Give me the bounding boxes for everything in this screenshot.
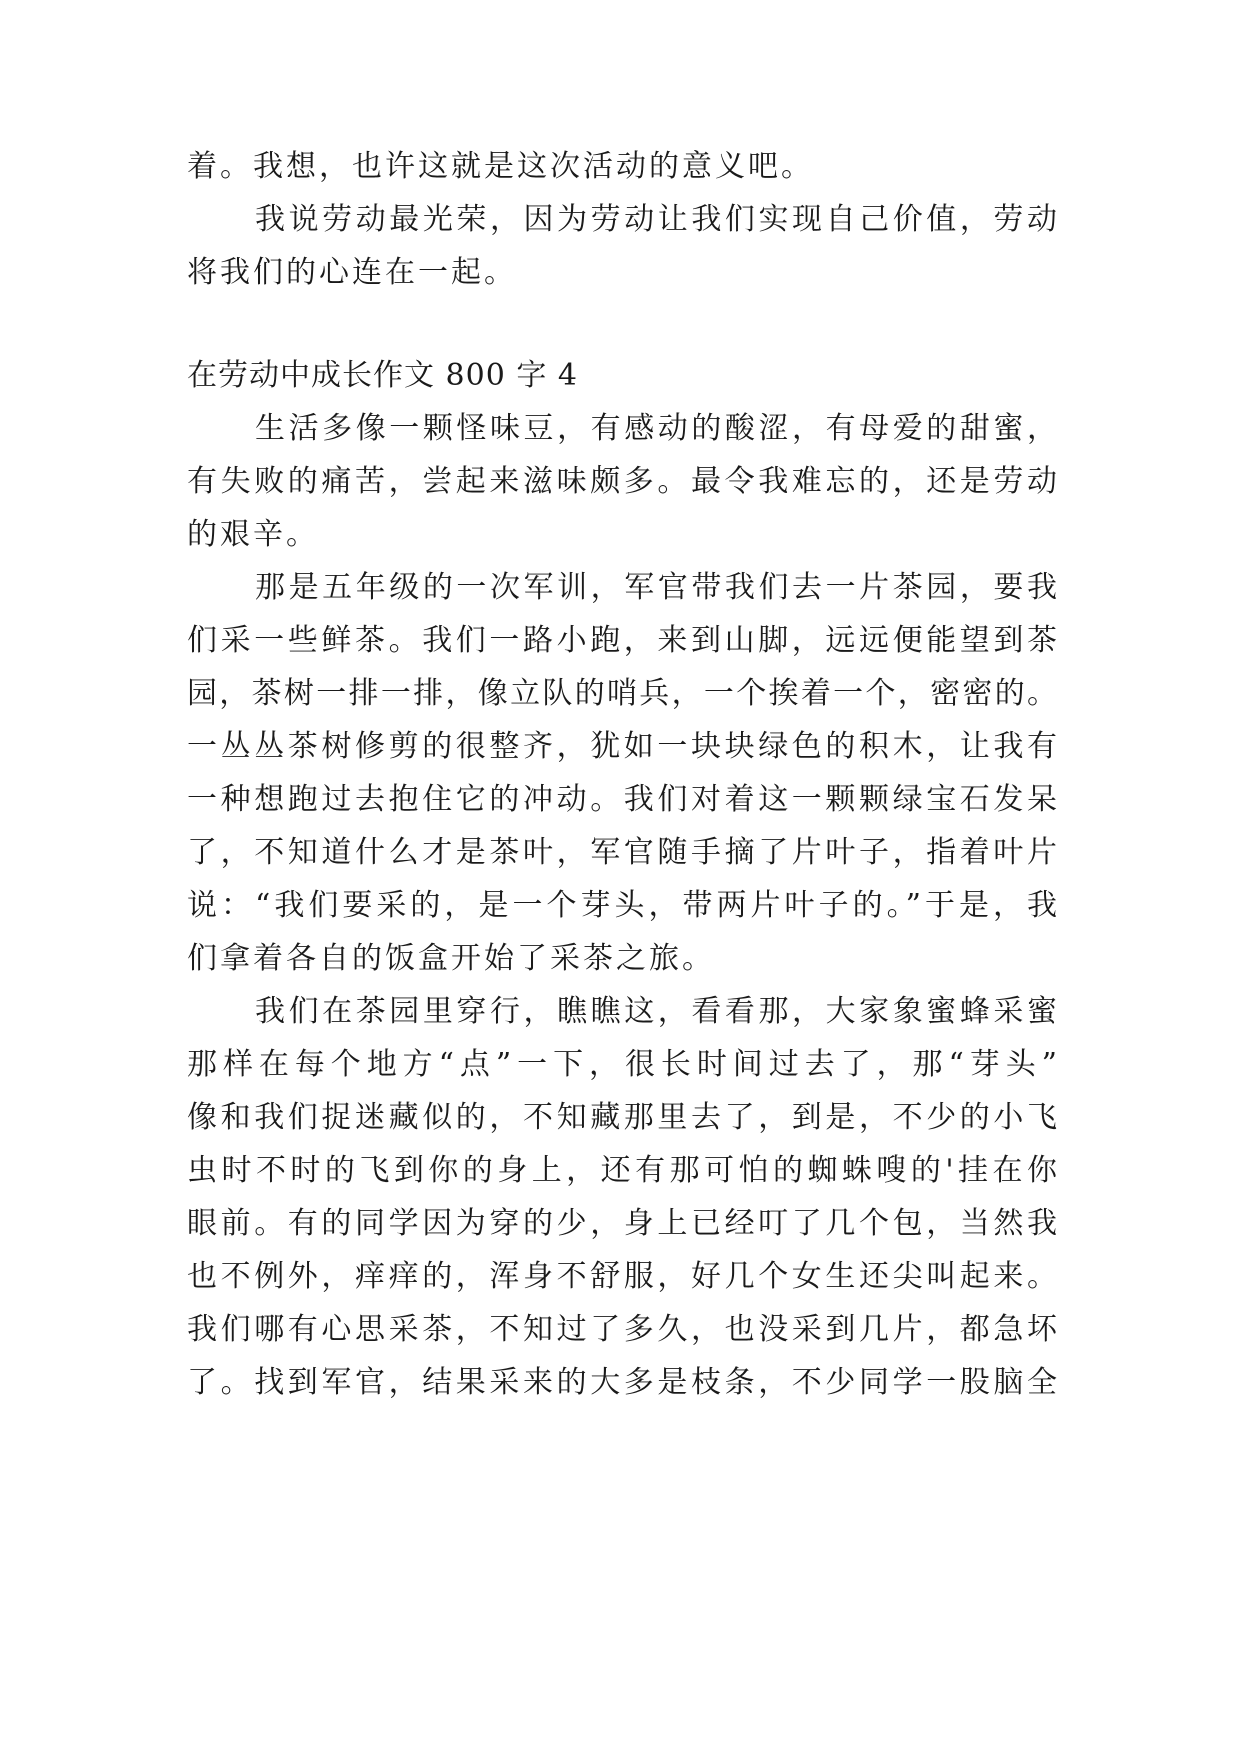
- text-line: 了，不知道什么才是茶叶，军官随手摘了片叶子，指着叶片: [187, 835, 1057, 870]
- section-heading: 在劳动中成长作文 800 字 4: [187, 358, 578, 393]
- text-line: 将我们的心连在一起。: [187, 255, 517, 290]
- text-line: 们拿着各自的饭盒开始了采茶之旅。: [187, 941, 715, 976]
- text-line: 了。找到军官，结果采来的大多是枝条，不少同学一股脑全: [187, 1365, 1057, 1400]
- text-line: 一丛丛茶树修剪的很整齐，犹如一块块绿色的积木，让我有: [187, 729, 1057, 764]
- text-line: 的艰辛。: [187, 517, 319, 552]
- paragraph-first-line: 那是五年级的一次军训，军官带我们去一片茶园，要我: [255, 570, 1057, 605]
- text-line: 那样在每个地方“点”一下，很长时间过去了，那“芽头”: [187, 1047, 1057, 1082]
- text-line: 有失败的痛苦，尝起来滋味颇多。最令我难忘的，还是劳动: [187, 464, 1057, 499]
- text-line: 说：“我们要采的，是一个芽头，带两片叶子的。”于是，我: [187, 888, 1057, 923]
- text-line: 我们哪有心思采茶，不知过了多久，也没采到几片，都急坏: [187, 1312, 1057, 1347]
- text-line: 像和我们捉迷藏似的，不知藏那里去了，到是，不少的小飞: [187, 1100, 1057, 1135]
- text-line: 虫时不时的飞到你的身上，还有那可怕的蜘蛛嗖的'挂在你: [187, 1153, 1057, 1188]
- text-line: 一种想跑过去抱住它的冲动。我们对着这一颗颗绿宝石发呆: [187, 782, 1057, 817]
- text-line: 着。我想，也许这就是这次活动的意义吧。: [187, 149, 814, 184]
- text-line: 们采一些鲜茶。我们一路小跑，来到山脚，远远便能望到茶: [187, 623, 1057, 658]
- text-line: 眼前。有的同学因为穿的少，身上已经叮了几个包，当然我: [187, 1206, 1057, 1241]
- paragraph-first-line: 我们在茶园里穿行，瞧瞧这，看看那，大家象蜜蜂采蜜: [255, 994, 1057, 1029]
- text-line: 园，茶树一排一排，像立队的哨兵，一个挨着一个，密密的。: [187, 676, 1057, 711]
- text-line: 也不例外，痒痒的，浑身不舒服，好几个女生还尖叫起来。: [187, 1259, 1057, 1294]
- paragraph-first-line: 我说劳动最光荣，因为劳动让我们实现自己价值，劳动: [255, 202, 1057, 237]
- paragraph-first-line: 生活多像一颗怪味豆，有感动的酸涩，有母爱的甜蜜，: [255, 411, 1057, 446]
